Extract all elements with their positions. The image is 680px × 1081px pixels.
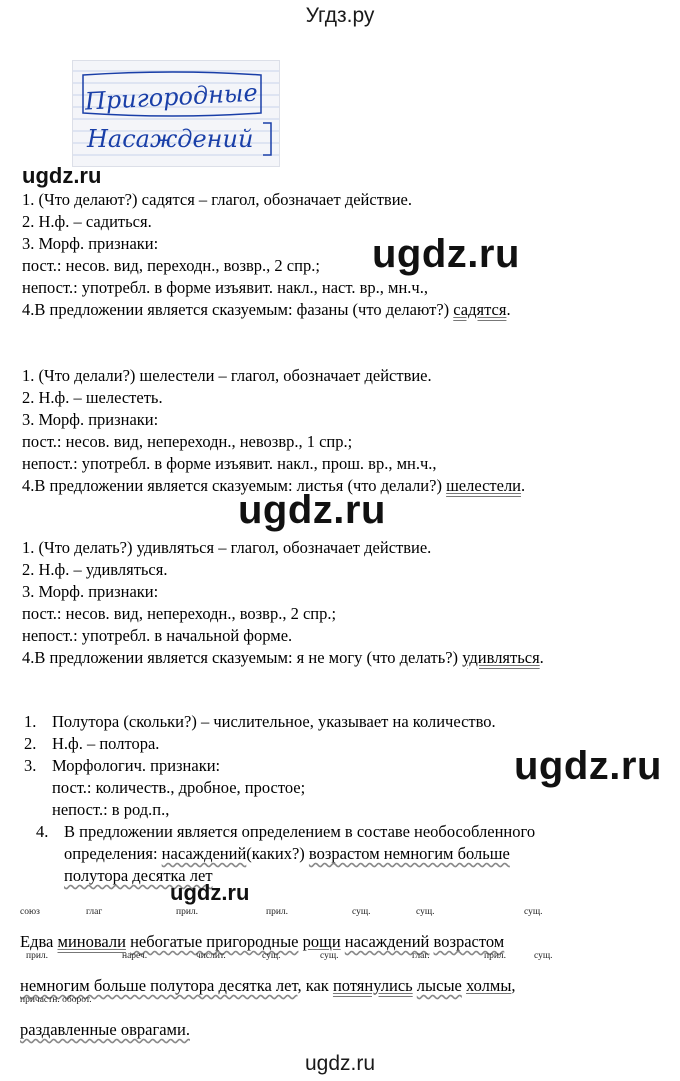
word: , [511,976,516,995]
site-title: Угдз.ру [305,4,375,27]
text-segment: 4.В предложении является сказуемым: я не могу (что делать?) [22,648,463,667]
attribute-words: небогатые пригородные [130,932,299,951]
text-line: непост.: употребл. в форме изъявит. накл., прош. вр., мн.ч., [22,454,437,473]
text-line: пост.: несов. вид, переходн., возвр., 2 спр.; [22,256,320,275]
text-line: 1. (Что делают?) садятся – глагол, обозначает действие. [22,190,412,209]
pos-tag: союз [20,907,40,917]
text-line: непост.: употребл. в форме изъявит. накл., наст. вр., мн.ч., [22,278,428,297]
subject-word: холмы [465,976,512,995]
word: , как [297,976,333,995]
text-line [64,844,510,864]
pos-tag: сущ. [534,951,553,961]
list-number: 3. [24,756,37,775]
text-line: 3. Морф. признаки: [22,234,159,253]
text-segment: (каких?) [246,844,309,863]
list-text: Н.ф. – полтора. [52,734,160,753]
word: Едва [20,932,58,951]
text-segment: 4.В предложении является сказуемым: листья (что делали?) [22,476,447,495]
list-item [36,822,535,842]
text-line: непост.: в род.п., [52,800,170,819]
list-text: В предложении является определением в составе необособленного [64,822,536,841]
attribute-words: лысые [416,976,462,995]
pos-tag: прил. [26,951,49,961]
text-segment: 4.В предложении является сказуемым: фазаны (что делают?) [22,300,454,319]
text-segment: . [506,300,511,319]
photo-word-1: Пригородные [84,78,259,116]
pos-tag: прил. [176,907,199,917]
list-number: 2. [24,734,37,753]
text-line [22,648,544,668]
text-segment: . [521,476,526,495]
predicate-word: шелестели [446,476,522,495]
pos-tag: числит. [196,951,226,961]
attribute-words: немногим больше полутора десятка лет [20,976,298,995]
list-item [24,712,496,732]
text-line: непост.: употребл. в начальной форме. [22,626,293,645]
attribute-words: насаждений [344,932,430,951]
pos-tag: сущ. [416,907,435,917]
text-line [22,300,511,320]
pos-tag: сущ. [262,951,281,961]
pos-tag: сущ. [352,907,371,917]
list-item [24,756,220,776]
predicate-word: садятся [453,300,507,319]
text-line: 2. Н.ф. – удивляться. [22,560,168,579]
attribute-words: возрастом [433,932,505,951]
predicate-word: удивляться [462,648,540,667]
list-text: Полутора (скольки?) – числительное, указывает на количество. [52,712,496,731]
text-line: 2. Н.ф. – садиться. [22,212,152,231]
list-number: 4. [36,822,49,841]
list-item [24,734,159,754]
subject-word: рощи [302,932,341,951]
text-line: пост.: несов. вид, непереходн., возвр., 2 спр.; [22,604,337,623]
predicate-word: потянулись [332,976,413,995]
definition-phrase: полутора десятка лет [64,866,213,885]
watermark: ugdz.ru [514,744,662,788]
list-number: 1. [24,712,37,731]
text-segment: определения: [64,844,162,863]
pos-tag: нареч. [122,951,148,961]
defined-word: насаждений [161,844,247,863]
pos-tag: прил. [266,907,289,917]
pos-tag: сущ. [320,951,339,961]
text-line: 3. Морф. признаки: [22,410,159,429]
text-segment: . [539,648,544,667]
watermark: ugdz.ru [238,488,386,532]
pos-tag: причастн. оборот. [20,995,92,1005]
watermark: ugdz.ru [372,232,520,276]
text-line: 1. (Что делали?) шелестели – глагол, обозначает действие. [22,366,432,385]
photo-word-2: Насаждений [87,125,254,153]
text-line: пост.: несов. вид, непереходн., невозвр., 1 спр.; [22,432,353,451]
text-line: пост.: количеств., дробное, простое; [52,778,306,797]
sentence-line [20,1020,190,1040]
handwritten-photo [72,60,280,167]
text-line: 1. (Что делать?) удивляться – глагол, обозначает действие. [22,538,432,557]
sentence-line [20,932,504,952]
list-text: Морфологич. признаки: [52,756,221,775]
predicate-word: миновали [57,932,126,951]
text-line: 3. Морф. признаки: [22,582,159,601]
sentence-line [20,976,516,996]
definition-phrase: возрастом немногим больше [308,844,510,863]
watermark: ugdz.ru [22,163,102,188]
pos-tag: прил. [484,951,507,961]
participle-phrase: раздавленные оврагами. [20,1020,190,1039]
pos-tag: глаг. [412,951,430,961]
watermark: ugdz.ru [170,880,250,905]
pos-tag: сущ. [524,907,543,917]
pos-tag: глаг [86,907,103,917]
footer-watermark: ugdz.ru [304,1052,376,1075]
text-line: 2. Н.ф. – шелестеть. [22,388,163,407]
